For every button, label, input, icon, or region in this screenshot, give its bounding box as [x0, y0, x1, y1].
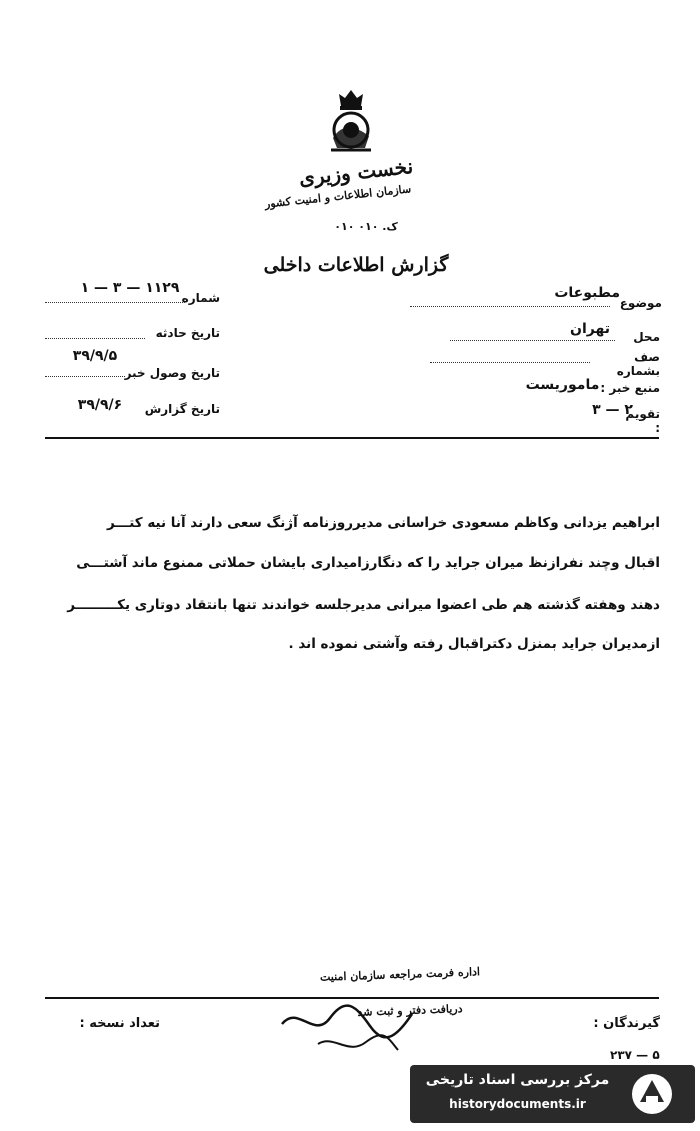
- header-divider: [45, 437, 659, 439]
- report-date-label: تاریخ گزارش: [144, 402, 220, 416]
- number-value: ۱ — ۳ — ۱۱۲۹: [80, 280, 180, 296]
- incident-date-label: تاریخ حادثه: [155, 326, 220, 340]
- watermark-logo-icon: [630, 1072, 674, 1116]
- classification-code: ک. ۰۱۰ ۰۱۰: [334, 220, 398, 233]
- report-date-value: ۳۹/۹/۶: [77, 397, 123, 413]
- number-dotted-line: [45, 302, 185, 303]
- body-line-1: ابراهیم یزدانی وکاظم مسعودی خراسانی مدیرروزنامه آژنگ سعی دارند آنا نیه کتـــر: [107, 515, 660, 531]
- recipients-label: گیرندگان :: [593, 1016, 660, 1031]
- copies-label: تعداد نسخه :: [79, 1016, 160, 1031]
- receipt-date-dotted-line: [45, 376, 125, 377]
- source-label: منبع خبر :: [600, 381, 660, 395]
- body-line-3: دهند وهفته گذشته هم طی اعضوا میرانی مدیرجلسه خواندند تنها بانتقاد دوتاری یکـــــــــر: [67, 597, 660, 613]
- place-dotted-line: [450, 340, 615, 341]
- place-value: تهران: [570, 321, 610, 337]
- evaluation-label: تقویم :: [625, 407, 660, 435]
- subject-label: موضوع: [619, 296, 662, 310]
- file-number: ۲۳۷ — ۵: [610, 1048, 660, 1062]
- evaluation-value: ۳ — ۲: [592, 402, 633, 418]
- emblem-lion-sun: [325, 88, 377, 158]
- report-title: گزارش اطلاعات داخلی: [263, 254, 449, 276]
- section-dotted-line: [430, 362, 590, 363]
- place-label: محل: [633, 330, 660, 344]
- source-value: ماموریست: [525, 377, 600, 393]
- incident-date-dotted-line: [45, 338, 145, 339]
- org-name: نخست وزیری: [297, 154, 415, 190]
- signature: [278, 1000, 418, 1060]
- handwritten-note-line1: اداره فرمت مراجعه سازمان امنیت: [319, 965, 481, 984]
- watermark-url: historydocuments.ir: [449, 1097, 586, 1111]
- watermark-title: مرکز بررسی اسناد تاریخی: [425, 1072, 610, 1088]
- footer-divider: [45, 997, 659, 999]
- subject-value: مطبوعات: [554, 285, 620, 301]
- body-line-4: ازمدیران جراید بمنزل دکتراقبال رفته وآشتی نموده اند .: [288, 636, 660, 652]
- handwritten-note-line2: دریافت دفتر و ثبت شد: [357, 1002, 463, 1019]
- body-line-2: اقبال وچند نفرازنظ میران جراید را که دنگارزامیداری بایشان حملاتی ممنوع ماند آشتـــی: [76, 555, 660, 571]
- receipt-date-label: تاریخ وصول خبر: [124, 366, 220, 380]
- org-subtitle: سازمان اطلاعات و امنیت کشور: [264, 182, 412, 211]
- number-label: شماره: [181, 291, 220, 305]
- subject-dotted-line: [410, 306, 610, 307]
- section-label: صف بشماره: [616, 350, 660, 378]
- receipt-date-value: ۳۹/۹/۵: [72, 348, 118, 364]
